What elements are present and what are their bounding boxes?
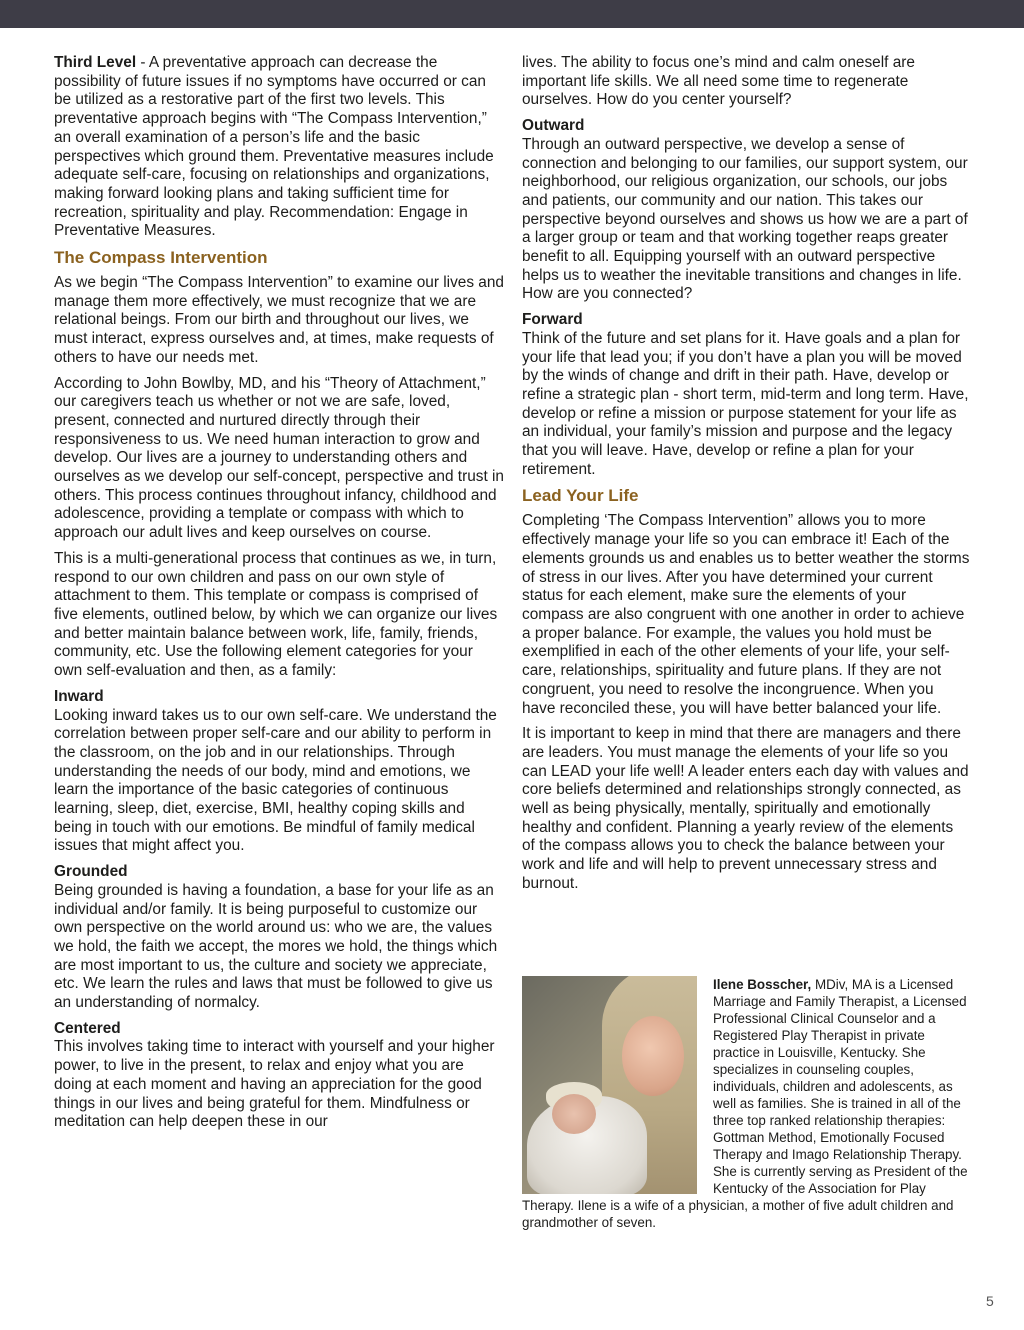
author-bio bbox=[522, 976, 970, 1231]
outward-label: Outward bbox=[522, 117, 585, 135]
compass-paragraph-2: According to John Bowlby, MD, and his “Theory of Attachment,” our caregivers teach us whether or not we are safe, loved, present, connected and nurtured directly through their responsiveness to us. We need human interaction to grow and develop. Our lives are a journey to understanding others and ourselves as we develop our self-concept, perspective and trust in others. This process continues throughout infancy, childhood and adolescence, providing a template or compass with which to approach our adult lives and keep ourselves on course. bbox=[54, 374, 504, 542]
author-bio-text: MDiv, MA is a Licensed Marriage and Family Therapist, a Licensed Professional Clinical Counselor and a Registered Play Therapist in private practice in Louisville, Kentucky. She specializes in counseling couples, individuals, children and adolescents, as well as families. She is trained in all of the three top ranked relationship therapies: Gottman Method, Emotionally Focused Therapy and Imago Relationship Therapy. She is currently serving as President of the Kentucky of the Association for Play Therapy. Ilene is a wife of a physician, a mother of five adult children and grandmother of seven. bbox=[522, 977, 968, 1230]
forward-label: Forward bbox=[522, 311, 583, 329]
right-column bbox=[522, 54, 970, 901]
inward-section bbox=[54, 688, 504, 856]
photo-face-shape bbox=[622, 1016, 684, 1096]
centered-continuation: lives. The ability to focus one’s mind and calm oneself are important life skills. We all need some time to regenerate ourselves. How do you center yourself? bbox=[522, 54, 915, 109]
grounded-text: Being grounded is having a foundation, a base for your life as an individual and/or family. It is being purposeful to customize our own perspective on the world around us: who we are, the values we hold, the faith we accept, the mores we hold, the things which are most important to us, the culture and society we appreciate, etc. We learn the rules and laws that must be followed to give us an understanding of normalcy. bbox=[54, 881, 498, 1012]
grounded-label: Grounded bbox=[54, 863, 128, 881]
forward-text: Think of the future and set plans for it. Have goals and a plan for your life that lead you; if you don’t have a plan you will be moved by the winds of change and drift in their path. Have, develop or refine a strategic plan - short term, mid-term and long term. Have, develop or refine a mission or purpose statement for your life as an individual, your family’s mission and purpose and the legacy that you will leave. Have, develop or refine a plan for your retirement. bbox=[522, 329, 969, 478]
third-level-paragraph bbox=[54, 54, 504, 241]
centered-label: Centered bbox=[54, 1019, 121, 1037]
inward-label: Inward bbox=[54, 687, 104, 705]
centered-section bbox=[54, 1020, 504, 1132]
inward-text: Looking inward takes us to our own self-care. We understand the correlation between proper self-care and our ability to perform in the classroom, on the job and in our relationships. Through understanding the needs of our body, mind and emotions, we learn the importance of the basic categories of continuous learning, sleep, diet, exercise, BMI, healthy coping skills and being in touch with our emotions. Be mindful of family medical issues that might affect you. bbox=[54, 706, 497, 855]
compass-intervention-heading: The Compass Intervention bbox=[54, 248, 268, 268]
compass-paragraph-1: As we begin “The Compass Intervention” to examine our lives and manage them more effectively, we must recognize that we are relational beings. From our birth and throughout our lives, we must interact, express ourselves and, at times, make requests of others to have our needs met. bbox=[54, 274, 504, 366]
third-level-text: - A preventative approach can decrease the possibility of future issues if no symptoms have occurred or can be utilized as a restorative part of the first two levels. This preventative approach begins with “The Compass Intervention,” an overall examination of a person’s life and the basic perspectives which ground them. Preventative measures include adequate self-care, focusing on relationships and organizations, making forward looking plans and taking sufficient time for recreation, spirituality and play. Recommendation: Engage in Preventative Measures. bbox=[54, 54, 494, 240]
third-level-label: Third Level bbox=[54, 54, 137, 71]
lead-paragraph-1: Completing ‘The Compass Intervention” allows you to more effectively manage your life so you can embrace it! Each of the elements grounds us and enables us to better weather the storms of stress in our lives. After you have determined your current status for each element, make sure the elements of your compass are also congruent with one another in order to achieve a proper balance. For example, the values you hold must be exemplified in each of the other elements of your life, your self-care, relationships, spirituality and future plans. If they are not congruent, you need to resolve the incongruence. When you have reconciled these, you will have better balanced your life. bbox=[522, 512, 970, 717]
compass-paragraph-3: This is a multi-generational process that continues as we, in turn, respond to our own children and pass on our own style of attachment to them. This template or compass is comprised of five elements, outlined below, by which we can organize our lives and better maintain balance between work, life, family, friends, community, etc. Use the following element categories for your own self-evaluation and then, as a family: bbox=[54, 549, 498, 680]
forward-section bbox=[522, 311, 970, 479]
outward-section bbox=[522, 117, 970, 304]
author-name: Ilene Bosscher, bbox=[713, 977, 812, 992]
photo-baby-face-shape bbox=[552, 1094, 596, 1134]
grounded-section bbox=[54, 863, 504, 1013]
author-photo bbox=[522, 976, 697, 1194]
outward-text: Through an outward perspective, we develop a sense of connection and belonging to our families, our support system, our neighborhood, our religious organization, our schools, our jobs and patients, our community and our nation. This takes our perspective beyond ourselves and shows us how we are a part of a larger group or team and that working together reaps greater benefit to all. Equipping yourself with an outward perspective helps us to weather the inevitable transitions and changes in life. How are you connected? bbox=[522, 135, 968, 303]
centered-text: This involves taking time to interact with yourself and your higher power, to live in the present, to relax and enjoy what you are doing at each moment and having an appreciation for the good things in our lives and being grateful for them. Mindfulness or meditation can help deepen these in our bbox=[54, 1038, 495, 1131]
top-bar bbox=[0, 0, 1024, 28]
lead-your-life-heading: Lead Your Life bbox=[522, 486, 639, 506]
left-column bbox=[54, 54, 504, 1139]
lead-paragraph-2: It is important to keep in mind that there are managers and there are leaders. You must manage the elements of your life so you can LEAD your life well! A leader enters each day with values and core beliefs determined and relationships strongly connected, as well as being physically, mentally, spiritually and emotionally healthy and confident. Planning a yearly review of the elements of the compass allows you to check the balance between your work and life and will help to prevent unnecessary stress and burnout. bbox=[522, 725, 969, 892]
page-number: 5 bbox=[986, 1293, 994, 1309]
